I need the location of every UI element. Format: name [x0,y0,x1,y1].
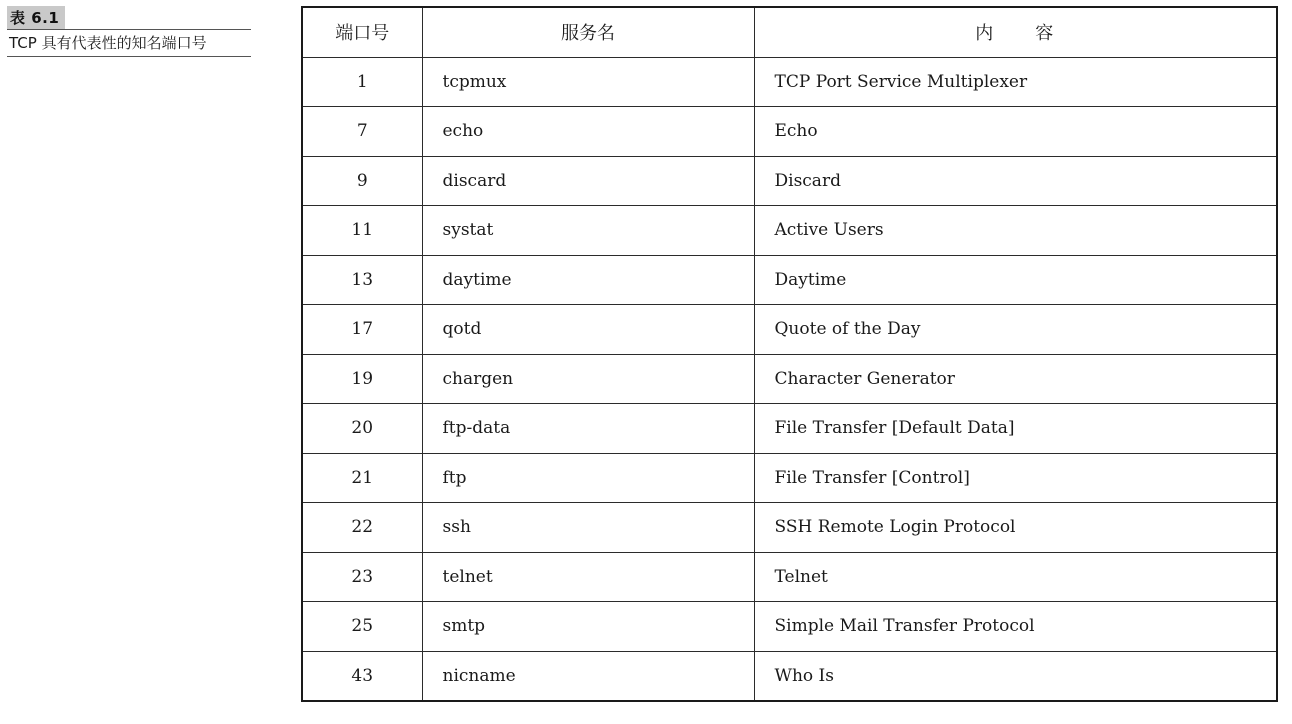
table-number-label: 表 6.1 [7,6,65,29]
description-cell: Discard [754,156,1277,206]
description-cell: SSH Remote Login Protocol [754,503,1277,553]
table-row [302,255,1277,305]
port-cell: 19 [302,354,422,404]
service-cell: chargen [422,354,754,404]
header-description: 内 容 [754,7,1277,57]
description-cell: Quote of the Day [754,305,1277,355]
service-cell: nicname [422,651,754,701]
description-cell: File Transfer [Default Data] [754,404,1277,454]
description-cell: Telnet [754,552,1277,602]
description-cell: Daytime [754,255,1277,305]
description-cell: Simple Mail Transfer Protocol [754,602,1277,652]
service-cell: discard [422,156,754,206]
table-row [302,404,1277,454]
port-cell: 21 [302,453,422,503]
caption-divider-bottom [7,56,251,57]
port-cell: 1 [302,57,422,107]
service-cell: qotd [422,305,754,355]
table-caption [7,6,251,57]
service-cell: telnet [422,552,754,602]
service-cell: daytime [422,255,754,305]
table-row [302,206,1277,256]
service-cell: ftp [422,453,754,503]
service-cell: echo [422,107,754,157]
port-cell: 23 [302,552,422,602]
header-service: 服务名 [422,7,754,57]
port-cell: 11 [302,206,422,256]
port-cell: 17 [302,305,422,355]
table-row [302,453,1277,503]
table-row [302,305,1277,355]
table-row [302,57,1277,107]
service-cell: ssh [422,503,754,553]
port-cell: 13 [302,255,422,305]
port-cell: 20 [302,404,422,454]
description-cell: Character Generator [754,354,1277,404]
description-cell: File Transfer [Control] [754,453,1277,503]
table-row [302,354,1277,404]
port-cell: 25 [302,602,422,652]
service-cell: smtp [422,602,754,652]
table-row [302,107,1277,157]
port-cell: 22 [302,503,422,553]
description-cell: Active Users [754,206,1277,256]
table-header-row [302,7,1277,57]
table-row [302,602,1277,652]
table-title: TCP 具有代表性的知名端口号 [9,34,207,52]
port-cell: 7 [302,107,422,157]
table-row [302,651,1277,701]
port-cell: 43 [302,651,422,701]
port-table [301,6,1278,702]
service-cell: tcpmux [422,57,754,107]
table-row [302,156,1277,206]
service-cell: systat [422,206,754,256]
header-port: 端口号 [302,7,422,57]
service-cell: ftp-data [422,404,754,454]
description-cell: TCP Port Service Multiplexer [754,57,1277,107]
table-row [302,552,1277,602]
description-cell: Who Is [754,651,1277,701]
description-cell: Echo [754,107,1277,157]
table-row [302,503,1277,553]
port-cell: 9 [302,156,422,206]
